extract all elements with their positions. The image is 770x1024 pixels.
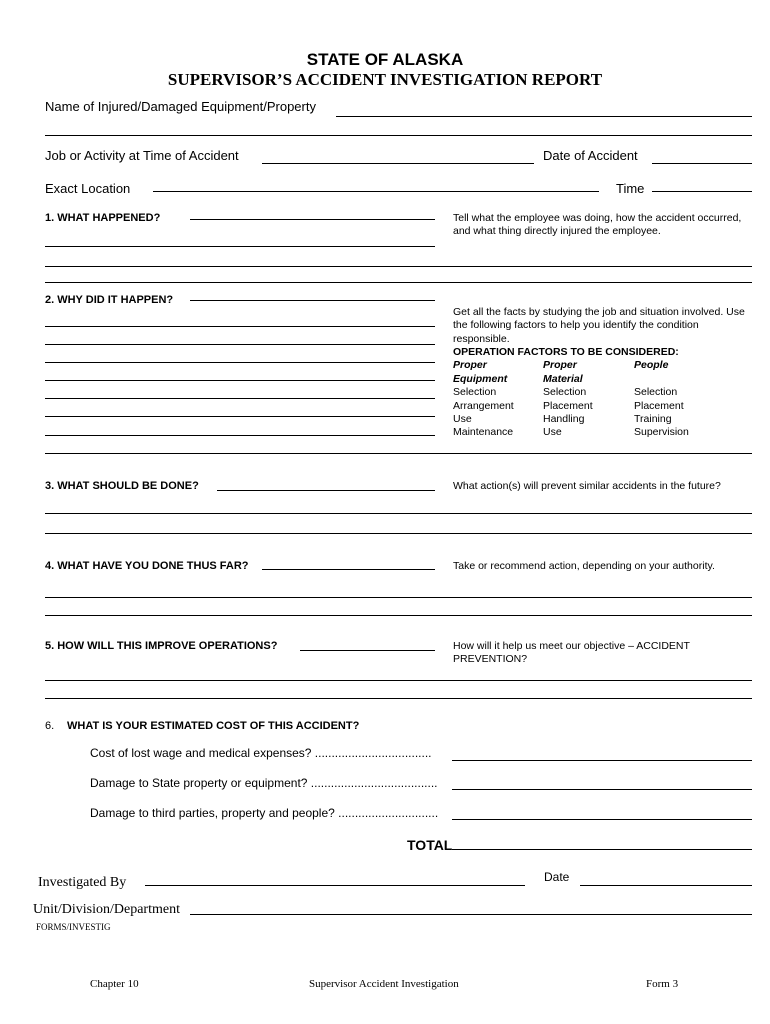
section-1-label: 1. WHAT HAPPENED? bbox=[45, 212, 161, 224]
section-6-number: 6. bbox=[45, 720, 55, 732]
total-label: TOTAL bbox=[407, 837, 453, 853]
job-label: Job or Activity at Time of Accident bbox=[45, 148, 239, 163]
form-code: FORMS/INVESTIG bbox=[36, 922, 111, 932]
factor-heading: People bbox=[634, 359, 669, 372]
name-field-line[interactable] bbox=[336, 116, 752, 117]
section-2-label: 2. WHY DID IT HAPPEN? bbox=[45, 294, 174, 306]
section-2-line[interactable] bbox=[45, 416, 435, 417]
section-1-line[interactable] bbox=[190, 219, 435, 220]
section-4-line[interactable] bbox=[45, 615, 752, 616]
section-5-hint: How will it help us meet our objective – ACCIDENT PREVENTION? bbox=[453, 640, 690, 666]
section-3-hint: What action(s) will prevent similar accidents in the future? bbox=[453, 480, 721, 492]
factor-item: Selection bbox=[543, 386, 587, 399]
factor-item: Placement bbox=[634, 399, 684, 412]
section-2-line[interactable] bbox=[45, 380, 435, 381]
section-2-line[interactable] bbox=[190, 300, 435, 301]
operation-factors bbox=[453, 346, 753, 446]
unit-line[interactable] bbox=[190, 914, 752, 915]
footer-title: Supervisor Accident Investigation bbox=[309, 978, 459, 990]
footer-form: Form 3 bbox=[646, 978, 679, 990]
signoff-date-line[interactable] bbox=[580, 885, 752, 886]
factor-column-material bbox=[543, 359, 593, 439]
section-5-line[interactable] bbox=[45, 680, 752, 681]
cost-third-party-line[interactable] bbox=[452, 819, 752, 820]
section-3-line[interactable] bbox=[217, 490, 435, 491]
report-title: SUPERVISOR’S ACCIDENT INVESTIGATION REPORT bbox=[167, 70, 603, 89]
section-2-line[interactable] bbox=[45, 362, 435, 363]
factor-item: Maintenance bbox=[453, 426, 514, 439]
factor-item: Use bbox=[453, 413, 472, 426]
cost-state-damage-label: Damage to State property or equipment? ...................................... bbox=[90, 776, 438, 790]
time-field-line[interactable] bbox=[652, 191, 752, 192]
cost-lost-wage-label: Cost of lost wage and medical expenses? ................................... bbox=[90, 746, 432, 760]
section-2-line[interactable] bbox=[45, 435, 435, 436]
section-2-line[interactable] bbox=[45, 398, 435, 399]
section-1-line[interactable] bbox=[45, 246, 435, 247]
section-3-label: 3. WHAT SHOULD BE DONE? bbox=[45, 480, 199, 492]
section-4-label: 4. WHAT HAVE YOU DONE THUS FAR? bbox=[45, 560, 249, 572]
section-2-line[interactable] bbox=[45, 453, 752, 454]
name-label: Name of Injured/Damaged Equipment/Property bbox=[45, 99, 316, 114]
section-5-line[interactable] bbox=[300, 650, 435, 651]
cost-third-party-label: Damage to third parties, property and people? .............................. bbox=[90, 806, 439, 820]
operation-factors-heading: OPERATION FACTORS TO BE CONSIDERED: bbox=[453, 346, 679, 358]
section-1-line[interactable] bbox=[45, 266, 752, 267]
time-label: Time bbox=[616, 181, 645, 196]
unit-label: Unit/Division/Department bbox=[33, 902, 180, 917]
factor-item: Handling bbox=[543, 413, 585, 426]
signoff-date-label: Date bbox=[544, 870, 570, 884]
factor-heading: Material bbox=[543, 372, 583, 385]
section-1-hint: Tell what the employee was doing, how the accident occurred, and what thing directly injured the employee. bbox=[453, 212, 742, 238]
section-5-label: 5. HOW WILL THIS IMPROVE OPERATIONS? bbox=[45, 640, 278, 652]
factor-heading: Proper bbox=[453, 359, 487, 372]
factor-item: Selection bbox=[634, 386, 678, 399]
factor-item: Selection bbox=[453, 386, 497, 399]
total-line[interactable] bbox=[452, 849, 752, 850]
job-field-line[interactable] bbox=[262, 163, 534, 164]
section-6-label: WHAT IS YOUR ESTIMATED COST OF THIS ACCIDENT? bbox=[67, 720, 360, 732]
footer-chapter: Chapter 10 bbox=[90, 978, 139, 990]
date-of-accident-label: Date of Accident bbox=[543, 148, 638, 163]
exact-location-field-line[interactable] bbox=[153, 191, 599, 192]
section-3-line[interactable] bbox=[45, 513, 752, 514]
investigated-by-line[interactable] bbox=[145, 885, 525, 886]
section-5-line[interactable] bbox=[45, 698, 752, 699]
factor-heading bbox=[634, 373, 689, 386]
cost-state-damage-line[interactable] bbox=[452, 789, 752, 790]
section-2-line[interactable] bbox=[45, 326, 435, 327]
factor-item: Arrangement bbox=[453, 399, 514, 412]
factor-item: Training bbox=[634, 413, 672, 425]
section-2-hint: Get all the facts by studying the job and situation involved. Use the following factors to help you identify the condition responsible. bbox=[453, 306, 745, 345]
state-heading: STATE OF ALASKA bbox=[306, 50, 464, 69]
factor-item: Use bbox=[543, 426, 562, 439]
section-4-line[interactable] bbox=[45, 597, 752, 598]
factor-heading: Proper bbox=[543, 359, 577, 372]
exact-location-label: Exact Location bbox=[45, 181, 131, 196]
section-1-line[interactable] bbox=[45, 282, 752, 283]
factor-item: Supervision bbox=[634, 426, 689, 439]
factor-column-people bbox=[634, 359, 689, 439]
section-4-hint: Take or recommend action, depending on your authority. bbox=[453, 560, 715, 572]
section-3-line[interactable] bbox=[45, 533, 752, 534]
name-field-line-2[interactable] bbox=[45, 135, 752, 136]
section-4-line[interactable] bbox=[262, 569, 435, 570]
cost-lost-wage-line[interactable] bbox=[452, 760, 752, 761]
investigated-by-label: Investigated By bbox=[38, 875, 127, 890]
date-of-accident-field-line[interactable] bbox=[652, 163, 752, 164]
factor-column-equipment bbox=[453, 359, 514, 439]
factor-item: Placement bbox=[543, 399, 593, 412]
factor-heading: Equipment bbox=[453, 372, 508, 385]
section-2-line[interactable] bbox=[45, 344, 435, 345]
